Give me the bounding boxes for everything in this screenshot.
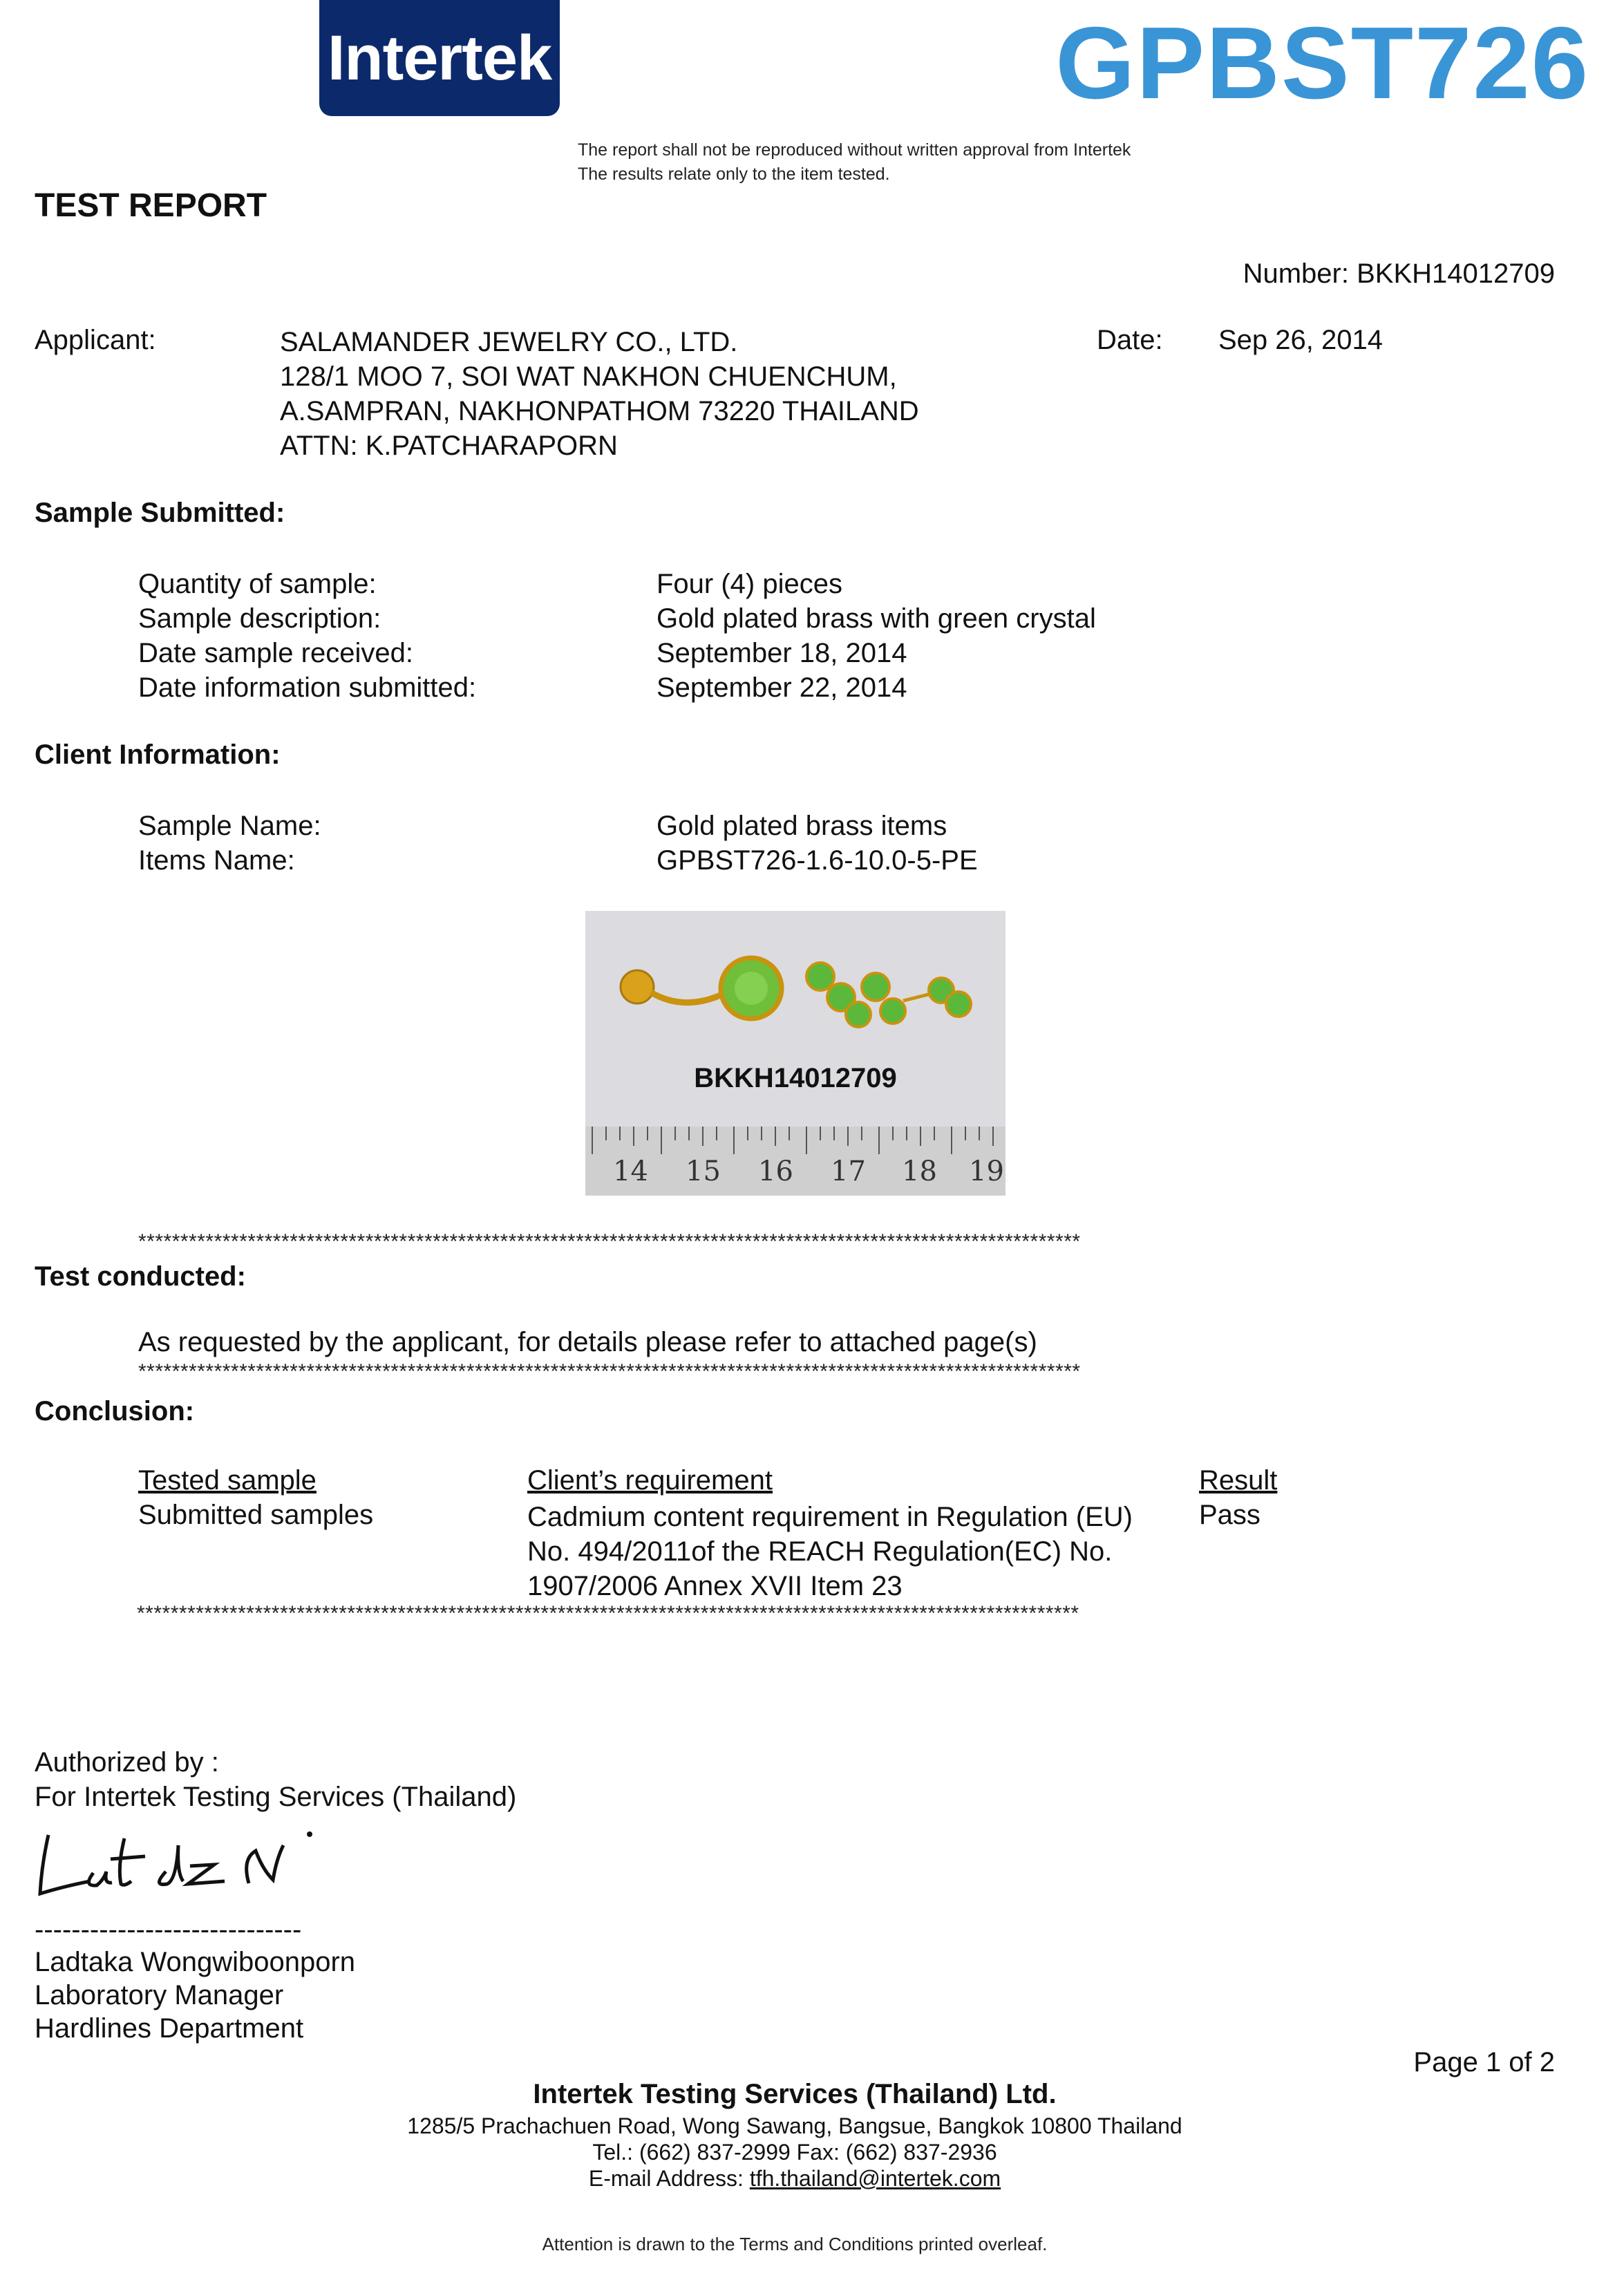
ruler-number-15: 15 — [686, 1156, 721, 1187]
col-tested-sample: Tested sample — [138, 1465, 317, 1496]
separator-2: **************************************************************************************************************** — [138, 1360, 1081, 1383]
test-conducted-text: As requested by the applicant, for details please refer to attached page(s) — [138, 1327, 1037, 1357]
ruler-number-14: 14 — [613, 1156, 648, 1187]
client-info-labels — [138, 809, 321, 878]
ruler-number-18: 18 — [902, 1156, 937, 1187]
signatory-department: Hardlines Department — [35, 2013, 304, 2044]
col-result: Result — [1199, 1465, 1278, 1496]
sample-photo — [585, 911, 1005, 1196]
requirement-line-1: Cadmium content requirement in Regulation (EU) — [527, 1502, 1133, 1532]
description-label: Sample description: — [138, 603, 381, 634]
signatory-block — [35, 1945, 355, 2045]
applicant-address-2: A.SAMPRAN, NAKHONPATHOM 73220 THAILAND — [280, 396, 919, 426]
ruler-number-17: 17 — [831, 1156, 866, 1187]
report-number-value: BKKH14012709 — [1357, 258, 1555, 289]
footer-company: Intertek Testing Services (Thailand) Ltd. — [533, 2079, 1057, 2109]
received-label: Date sample received: — [138, 638, 413, 668]
requirement-line-2: No. 494/2011of the REACH Regulation(EC) No. — [527, 1536, 1113, 1567]
received-value: September 18, 2014 — [657, 638, 907, 668]
description-value: Gold plated brass with green crystal — [657, 603, 1096, 634]
sample-submitted-labels — [138, 567, 476, 705]
applicant-address-1: 128/1 MOO 7, SOI WAT NAKHON CHUENCHUM, — [280, 361, 897, 392]
signature — [35, 1818, 325, 1907]
col-client-requirement: Client’s requirement — [527, 1465, 773, 1496]
report-number-label: Number: — [1243, 258, 1349, 289]
email-label: E-mail Address: — [588, 2166, 750, 2191]
date-label: Date: — [1097, 325, 1163, 355]
submitted-value: September 22, 2014 — [657, 672, 907, 703]
signatory-name: Ladtaka Wongwiboonporn — [35, 1947, 356, 1977]
applicant-name: SALAMANDER JEWELRY CO., LTD. — [280, 327, 738, 357]
page-number: Page 1 of 2 — [1413, 2047, 1555, 2077]
intertek-logo: Intertek — [319, 0, 560, 116]
notice-line-2: The results relate only to the item tested. — [578, 164, 890, 184]
date-value: Sep 26, 2014 — [1218, 325, 1383, 355]
signature-line: ----------------------------- — [35, 1914, 302, 1945]
tested-sample-value: Submitted samples — [138, 1500, 374, 1530]
signatory-position: Laboratory Manager — [35, 1980, 284, 2010]
ruler-ticks — [585, 1127, 1005, 1196]
separator-3: **************************************************************************************************************** — [137, 1602, 1079, 1625]
authorized-for: For Intertek Testing Services (Thailand) — [35, 1782, 517, 1812]
authorization-block — [35, 1745, 516, 1814]
separator-1: **************************************************************************************************************** — [138, 1230, 1081, 1253]
result-value: Pass — [1199, 1500, 1261, 1530]
sample-name-value: Gold plated brass items — [657, 811, 947, 841]
report-number — [1243, 258, 1555, 290]
notice-line-1: The report shall not be reproduced without written approval from Intertek — [578, 140, 1131, 160]
applicant-attn: ATTN: K.PATCHARAPORN — [280, 431, 618, 461]
photo-sample-number: BKKH14012709 — [694, 1063, 897, 1093]
requirement-value — [527, 1500, 1133, 1603]
email-link[interactable]: tfh.thailand@intertek.com — [749, 2166, 1001, 2191]
footer-email — [0, 2166, 1589, 2192]
requirement-line-3: 1907/2006 Annex XVII Item 23 — [527, 1571, 903, 1601]
product-code: GPBST726 — [1055, 6, 1589, 120]
quantity-label: Quantity of sample: — [138, 569, 377, 599]
page-title: TEST REPORT — [35, 187, 267, 224]
footer-attention: Attention is drawn to the Terms and Conditions printed overleaf. — [542, 2234, 1048, 2254]
client-info-heading: Client Information: — [35, 739, 281, 770]
items-name-label: Items Name: — [138, 845, 295, 876]
authorized-by: Authorized by : — [35, 1747, 219, 1778]
footer-address: 1285/5 Prachachuen Road, Wong Sawang, Bangsue, Bangkok 10800 Thailand — [407, 2113, 1182, 2138]
sample-submitted-heading: Sample Submitted: — [35, 498, 285, 528]
ruler — [585, 1127, 1005, 1196]
conclusion-heading: Conclusion: — [35, 1396, 195, 1426]
items-name-value: GPBST726-1.6-10.0-5-PE — [657, 845, 978, 876]
ruler-number-19: 19 — [969, 1156, 1004, 1187]
submitted-label: Date information submitted: — [138, 672, 477, 703]
quantity-value: Four (4) pieces — [657, 569, 842, 599]
applicant-label: Applicant: — [35, 325, 156, 355]
sample-name-label: Sample Name: — [138, 811, 321, 841]
applicant-block — [280, 325, 919, 463]
test-conducted-heading: Test conducted: — [35, 1261, 246, 1292]
sample-submitted-values — [657, 567, 1096, 705]
client-info-values — [657, 809, 978, 878]
footer-phones: Tel.: (662) 837-2999 Fax: (662) 837-2936 — [592, 2140, 997, 2165]
ruler-number-16: 16 — [758, 1156, 793, 1187]
